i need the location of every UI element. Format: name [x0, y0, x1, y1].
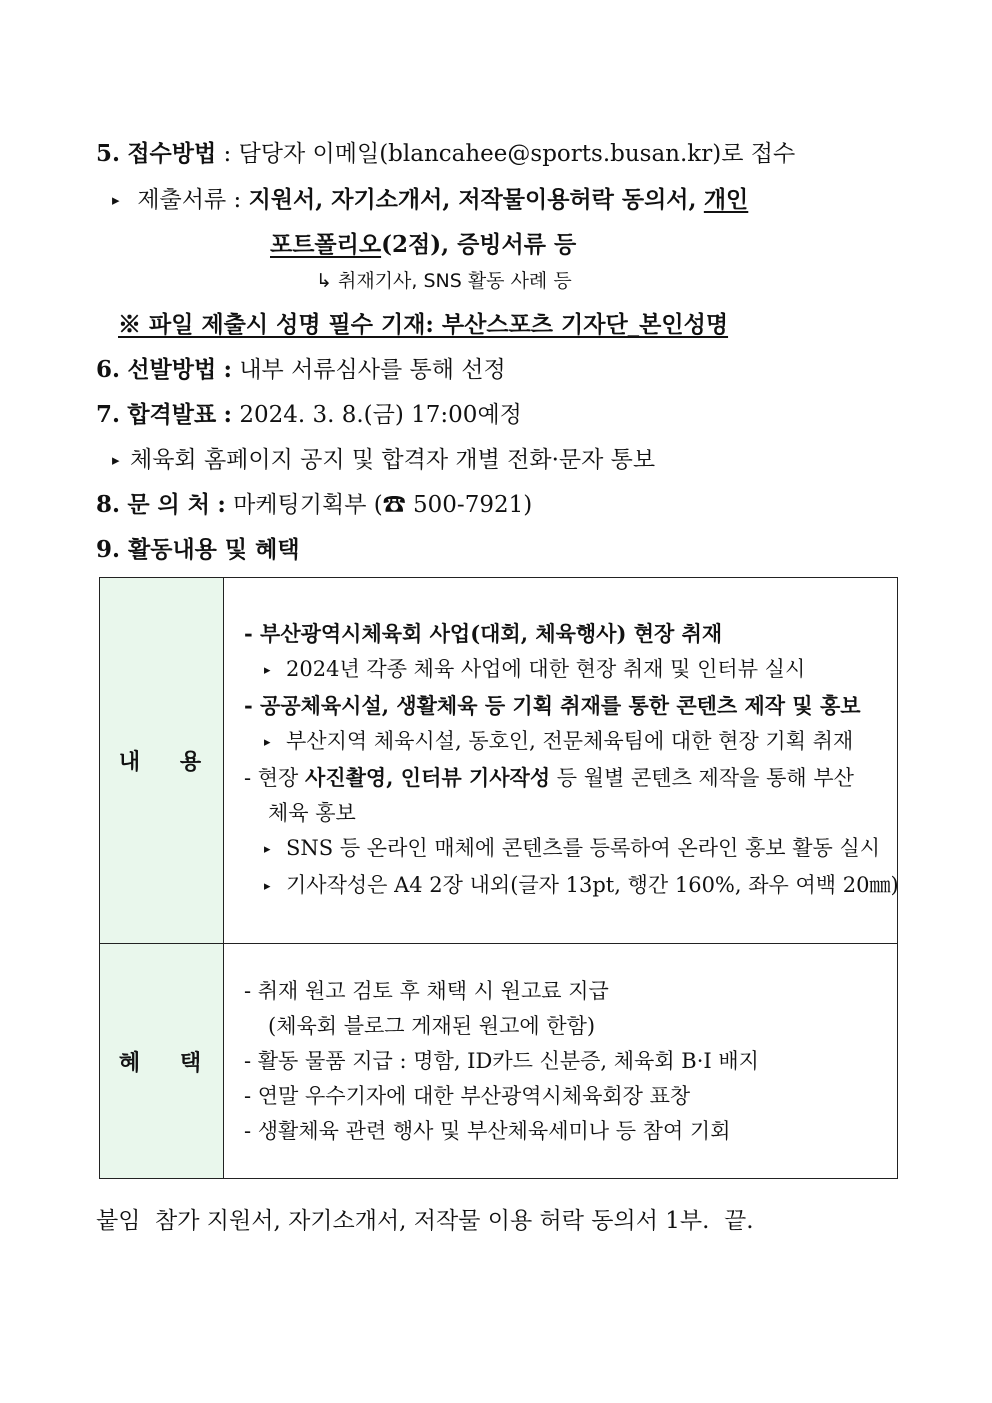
- section-7-sub-text: 체육회 홈페이지 공지 및 합격자 개별 전화·문자 통보: [130, 447, 656, 473]
- content-item-3-c: 등 월별 콘텐츠 제작을 통해 부산: [550, 766, 854, 790]
- triangle-bullet-icon: ▸: [264, 735, 271, 750]
- section-6: [96, 355, 506, 385]
- section-9: [96, 535, 300, 565]
- benefit-item-1: - 취재 원고 검토 후 채택 시 원고료 지급: [244, 979, 609, 1003]
- section-7: [96, 400, 522, 430]
- content-item-2: - 공공체육시설, 생활체육 등 기획 취재를 통한 콘텐츠 제작 및 홍보: [244, 693, 861, 718]
- content-item-3: [244, 763, 897, 793]
- section-8-colon: :: [217, 491, 226, 518]
- content-item-3-sub-2: [244, 870, 897, 902]
- content-item-1-sub-text: 2024년 각종 체육 사업에 대한 현장 취재 및 인터뷰 실시: [286, 657, 806, 681]
- content-item-1-sub: [244, 654, 897, 686]
- content-item-3-sub-1: [244, 833, 897, 865]
- section-6-title: 선발방법: [127, 356, 217, 383]
- section-7-text: 2024. 3. 8.(금) 17:00예정: [239, 402, 522, 428]
- content-item-3-sub-1-text: SNS 등 온라인 매체에 콘텐츠를 등록하여 온라인 홍보 활동 실시: [286, 836, 881, 860]
- section-6-colon: :: [223, 356, 233, 383]
- content-cell: [224, 578, 898, 944]
- content-item-2-sub-text: 부산지역 체육시설, 동호인, 전문체육팀에 대한 현장 기획 취재: [286, 729, 854, 753]
- section-7-sub: [112, 445, 655, 475]
- benefit-item-2: - 활동 물품 지급 : 명함, ID카드 신분증, 체육회 B·I 배지: [244, 1049, 759, 1073]
- triangle-bullet-icon: ▸: [112, 451, 120, 469]
- file-name-notice: ※ 파일 제출시 성명 필수 기재: 부산스포츠 기자단_본인성명: [118, 311, 729, 338]
- submission-docs-list: 지원서, 자기소개서, 저작물이용허락 동의서,: [248, 186, 697, 213]
- benefit-header: 혜 택: [100, 944, 224, 1179]
- section-9-number: 9.: [96, 536, 121, 563]
- benefit-item-3: - 연말 우수기자에 대한 부산광역시체육회장 표창: [244, 1084, 691, 1108]
- benefit-row: [100, 944, 898, 1179]
- section-8: [96, 490, 532, 520]
- content-row: [100, 578, 898, 944]
- section-5-number: 5.: [96, 140, 121, 167]
- section-8-title: 문 의 처: [127, 491, 210, 518]
- submission-docs-line-2: [270, 230, 576, 260]
- section-5-title: 접수방법: [127, 140, 217, 167]
- content-item-1: - 부산광역시체육회 사업(대회, 체육행사) 현장 취재: [244, 621, 723, 646]
- triangle-bullet-icon: ▸: [112, 191, 120, 209]
- submission-docs-label: 제출서류: [137, 187, 227, 213]
- section-8-text: 마케팅기획부 (☎ 500-7921): [233, 492, 533, 518]
- submission-docs-colon: :: [233, 187, 242, 213]
- section-7-title: 합격발표: [127, 401, 217, 428]
- section-5-text: 담당자 이메일(blancahee@sports.busan.kr)로 접수: [238, 141, 796, 167]
- benefit-cell: [224, 944, 898, 1179]
- content-item-3-b: 사진촬영, 인터뷰 기사작성: [305, 765, 551, 790]
- content-header: 내 용: [100, 578, 224, 944]
- section-6-text: 내부 서류심사를 통해 선정: [239, 357, 506, 383]
- submission-docs-line: [112, 185, 748, 215]
- section-5: [96, 139, 795, 169]
- content-item-3-sub-2-text: 기사작성은 A4 2장 내외(글자 13pt, 행간 160%, 좌우 여백 20㎜): [286, 873, 899, 897]
- section-7-number: 7.: [96, 401, 121, 428]
- benefit-item-1-cont: (체육회 블로그 게재된 원고에 한함): [268, 1014, 596, 1038]
- triangle-bullet-icon: ▸: [264, 879, 271, 894]
- section-7-colon: :: [223, 401, 233, 428]
- submission-docs-list-rest: (2점), 증빙서류 등: [381, 231, 577, 258]
- section-5-colon: :: [223, 141, 232, 167]
- submission-docs-note: ↳ 취재기사, SNS 활동 사례 등: [316, 270, 572, 292]
- section-9-title: 활동내용 및 혜택: [128, 536, 300, 563]
- content-item-3-a: - 현장: [244, 766, 306, 790]
- section-8-number: 8.: [96, 491, 121, 518]
- triangle-bullet-icon: ▸: [264, 663, 271, 678]
- activity-benefit-table: [99, 577, 898, 1179]
- submission-docs-portfolio-start: 개인: [703, 186, 749, 213]
- content-item-3-cont: 체육 홍보: [268, 801, 356, 825]
- section-6-number: 6.: [96, 356, 121, 383]
- content-item-2-sub: [244, 726, 897, 758]
- benefit-item-4: - 생활체육 관련 행사 및 부산체육세미나 등 참여 기회: [244, 1119, 731, 1143]
- submission-docs-portfolio: 포트폴리오: [270, 231, 382, 258]
- triangle-bullet-icon: ▸: [264, 842, 271, 857]
- attachment-line: 붙임 참가 지원서, 자기소개서, 저작물 이용 허락 동의서 1부. 끝.: [96, 1208, 754, 1234]
